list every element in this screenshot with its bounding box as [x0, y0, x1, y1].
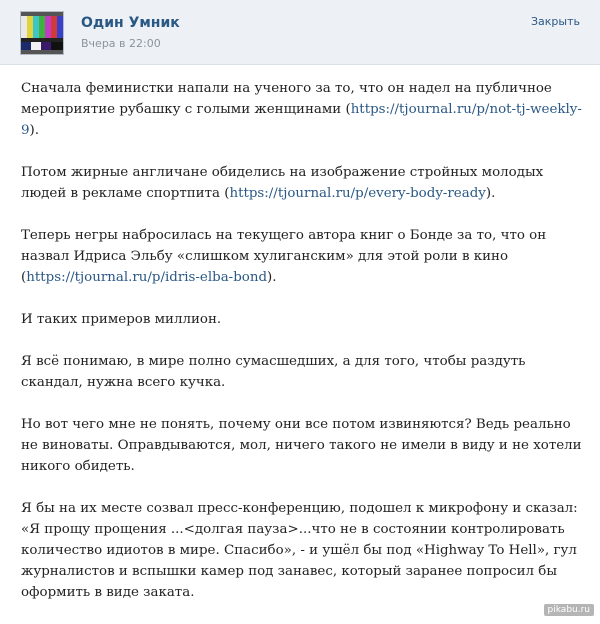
tv-test-pattern-icon — [21, 12, 63, 54]
watermark: pikabu.ru — [544, 604, 594, 616]
paragraph-3 — [21, 225, 586, 288]
paragraph-text: Потом жирные англичане обиделись на изображение стройных молодых людей в рекламе спортпита ( — [21, 165, 544, 201]
paragraph-text: ). — [267, 270, 277, 285]
paragraph-2 — [21, 162, 586, 204]
paragraph-text: Теперь негры набросилась на текущего автора книг о Бонде за то, что он назвал Идриса Эльбу «слишком хулиганским» для этой роли в кино ( — [21, 228, 547, 285]
paragraph-text: ). — [485, 186, 496, 201]
paragraph-text: ). — [29, 123, 40, 138]
paragraph-7: Я бы на их месте созвал пресс-конференцию, подошел к микрофону и сказал: «Я прощу прощения ...<долгая пауза>...что не в состоянии контролировать количество идиотов в мире. Спасибо», - и ушёл бы под «Highway To Hell», гул журналистов и вспышки камер под занавес, который заранее попросил бы оформить в виде заката. — [21, 501, 578, 600]
paragraph-4: И таких примеров миллион. — [21, 312, 222, 327]
close-button[interactable]: Закрыть — [531, 15, 580, 28]
paragraph-text: Сначала феминистки напали на ученого за то, что он надел на публичное мероприятие рубашку с голыми женщинами ( — [21, 81, 552, 117]
avatar[interactable] — [20, 11, 64, 55]
paragraph-5: Я всё понимаю, в мире полно сумасшедших, а для того, чтобы раздуть скандал, нужна всего кучка. — [21, 354, 526, 390]
paragraph-1 — [21, 78, 586, 141]
post-date[interactable]: Вчера в 22:00 — [81, 37, 161, 50]
link-idris-elba-bond[interactable]: https://tjournal.ru/p/idris-elba-bond — [26, 270, 268, 285]
link-not-tj-weekly[interactable]: https://tjournal.ru/p/not-tj-weekly-9 — [21, 102, 582, 138]
post-header — [0, 0, 600, 65]
link-every-body-ready[interactable]: https://tjournal.ru/p/every-body-ready — [229, 186, 486, 201]
author-name[interactable]: Один Умник — [81, 15, 180, 31]
paragraph-6: Но вот чего мне не понять, почему они все потом извиняются? Ведь реально не виноваты. Оправдываются, мол, ничего такого не имели в виду и не хотели никого обидеть. — [21, 417, 582, 474]
post-content — [21, 78, 586, 624]
